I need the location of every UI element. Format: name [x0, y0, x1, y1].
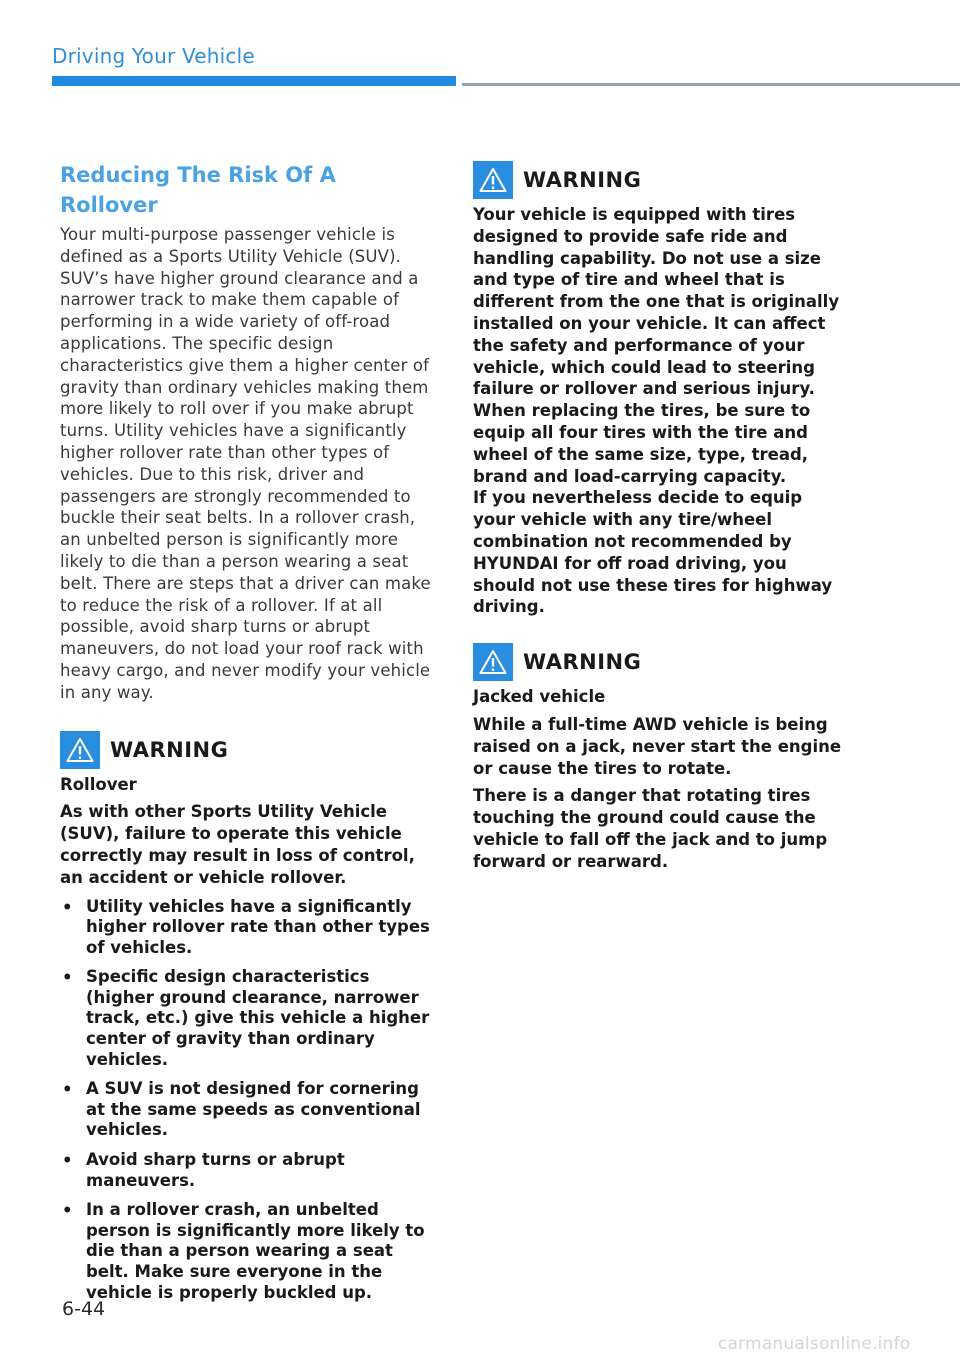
warning-label: WARNING: [523, 168, 642, 192]
rollover-warning: [60, 730, 436, 1304]
bullet-text: Utility vehicles have a significantly higher rollover rate than other types of vehicles.: [86, 896, 430, 957]
header-accent-bar: [52, 76, 456, 86]
list-item: [60, 1200, 436, 1303]
warning-header: [60, 730, 436, 770]
list-item: [60, 967, 436, 1070]
intro-paragraph: Your multi-purpose passenger vehicle is defined as a Sports Utility Vehicle (SUV). SUV’s have higher ground clearance and a narrower track to make them capable of performing in a wide variety of off-road applications. The specific design characteristics give them a higher center of gravity than ordinary vehicles making them more likely to roll over if you make abrupt turns. Utility vehicles have a significantly higher rollover rate than other types of vehicles. Due to this risk, driver and passengers are strongly recommended to buckle their seat belts. In a rollover crash, an unbelted person is significantly more likely to die than a person wearing a seat belt. There are steps that a driver can make to reduce the risk of a rollover. If at all possible, avoid sharp turns or abrupt maneuvers, do not load your roof rack with heavy cargo, and never modify your vehicle in any way.: [60, 225, 431, 702]
warning-subtitle: Jacked vehicle: [473, 687, 606, 707]
bullet-icon: •: [62, 897, 73, 917]
warning-triangle-icon: [473, 643, 513, 681]
warning-paragraph: If you nevertheless decide to equip your vehicle with any tire/wheel combination not recommended by HYUNDAI for off road driving, you should not use these tires for highway driving.: [473, 488, 833, 617]
bullet-text: A SUV is not designed for cornering at the same speeds as conventional vehicles.: [86, 1079, 421, 1140]
warning-paragraph: While a full-time AWD vehicle is being raised on a jack, never start the engine or cause the tires to rotate.: [473, 714, 842, 778]
warning-paragraph: There is a danger that rotating tires touching the ground could cause the vehicle to fall off the jack and to jump forward or rearward.: [473, 786, 828, 871]
bullet-icon: •: [62, 1151, 73, 1171]
bullet-icon: •: [62, 968, 73, 988]
warning-paragraph: Your vehicle is equipped with tires designed to provide safe ride and handling capability. Do not use a size and type of tire and wheel that is different from the one that is originally installed on your vehicle. It can affect the safety and performance of your vehicle, which could lead to steering failure or rollover and serious injury. When replacing the tires, be sure to equip all four tires with the tire and wheel of the same size, type, tread, brand and load-carrying capacity.: [473, 205, 840, 486]
list-item: [60, 897, 436, 959]
warning-triangle-icon: [60, 731, 100, 769]
warning-header: [473, 160, 845, 200]
list-item: [60, 1079, 436, 1141]
jacked-vehicle-warning: [473, 642, 845, 872]
list-item: [60, 1150, 436, 1191]
chapter-title: Driving Your Vehicle: [52, 44, 255, 68]
right-column: [473, 160, 845, 873]
page-number: 6-44: [62, 1298, 106, 1320]
warning-label: WARNING: [110, 737, 229, 762]
warning-subtitle: Rollover: [60, 774, 137, 794]
warning-label: WARNING: [523, 650, 642, 675]
warning-header: [473, 642, 845, 682]
tire-warning: [473, 160, 845, 618]
left-column: [60, 160, 436, 1312]
warning-intro: As with other Sports Utility Vehicle (SUV), failure to operate this vehicle correctly may result in loss of control, an accident or vehicle rollover.: [60, 802, 415, 887]
warning-bullet-list: [60, 897, 436, 1304]
bullet-text: Avoid sharp turns or abrupt maneuvers.: [86, 1150, 345, 1190]
bullet-icon: •: [62, 1080, 73, 1100]
header-rule: [462, 83, 960, 86]
bullet-text: In a rollover crash, an unbelted person is significantly more likely to die than a person wearing a seat belt. Make sure everyone in the vehicle is properly buckled up.: [86, 1200, 425, 1302]
watermark: carmanualsonline.info: [718, 1334, 911, 1354]
warning-triangle-icon: [473, 161, 513, 199]
section-heading: Reducing The Risk Of A Rollover: [60, 163, 336, 217]
bullet-icon: •: [62, 1201, 73, 1221]
bullet-text: Specific design characteristics (higher ground clearance, narrower track, etc.) give this vehicle a higher center of gravity than ordinary vehicles.: [86, 967, 430, 1069]
